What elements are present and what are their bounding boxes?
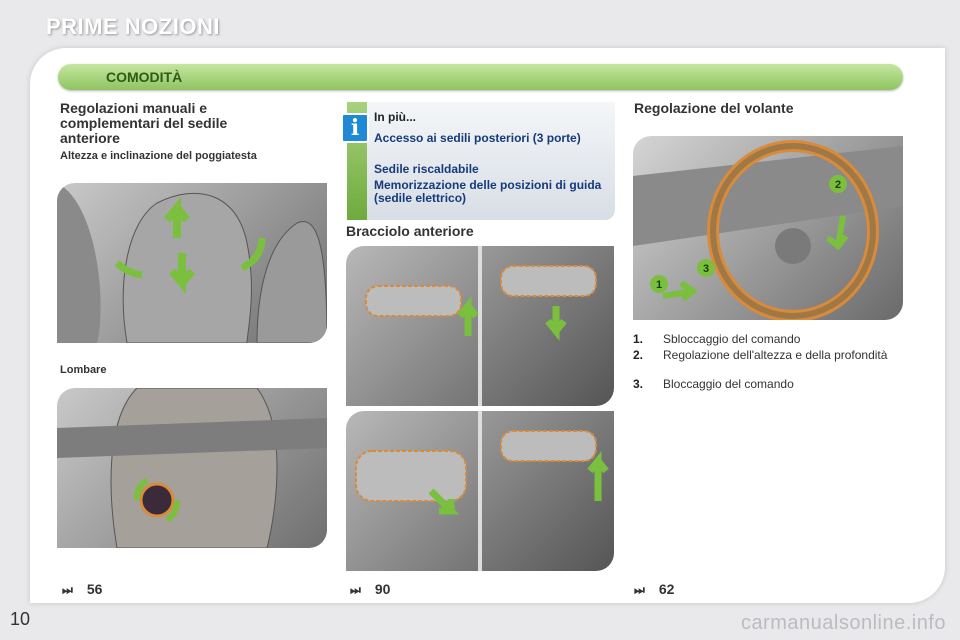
headrest-subheading: Altezza e inclinazione del poggiatesta	[60, 150, 257, 162]
info-title: In più...	[374, 110, 416, 124]
step-number: 3.	[633, 377, 644, 391]
page-link-icon: ⏭	[62, 583, 73, 597]
info-item: Accesso ai sedili posteriori (3 porte)	[374, 131, 581, 145]
headrest-illustration	[57, 183, 327, 343]
watermark: carmanualsonline.info	[740, 612, 946, 634]
info-icon: i	[341, 113, 369, 143]
page-link-icon: ⏭	[350, 583, 361, 597]
armrest-page-ref[interactable]: ⏭ 90	[350, 581, 391, 597]
callout-1: 1	[655, 279, 663, 291]
step-text: Bloccaggio del comando	[663, 377, 794, 391]
lumbar-subheading: Lombare	[60, 364, 107, 376]
step-text: Regolazione dell'altezza e della profondità	[663, 348, 888, 362]
page-title: PRIME NOZIONI	[46, 14, 220, 39]
callout-3: 3	[702, 263, 710, 275]
steering-page-ref[interactable]: ⏭ 62	[634, 581, 675, 597]
armrest-illustration-1	[346, 246, 614, 406]
callout-2: 2	[834, 179, 842, 191]
steering-heading: Regolazione del volante	[634, 100, 794, 116]
info-item: Sedile riscaldabile	[374, 162, 479, 176]
seat-page-ref[interactable]: ⏭ 56	[62, 581, 103, 597]
page-link-icon: ⏭	[634, 583, 645, 597]
section-banner	[58, 64, 903, 90]
armrest-heading: Bracciolo anteriore	[346, 223, 474, 239]
info-item: Memorizzazione delle posizioni di guida (sedile elettrico)	[374, 178, 602, 205]
lumbar-illustration	[57, 388, 327, 548]
step-number: 2.	[633, 348, 644, 362]
page-number: 10	[10, 609, 31, 629]
step-number: 1.	[633, 332, 644, 346]
steering-illustration	[633, 136, 903, 320]
step-text: Sbloccaggio del comando	[663, 332, 801, 346]
section-title: COMODITÀ	[106, 69, 183, 85]
seat-adjust-heading: Regolazioni manuali e complementari del sedile anteriore	[60, 100, 228, 146]
armrest-illustration-2	[346, 411, 614, 571]
